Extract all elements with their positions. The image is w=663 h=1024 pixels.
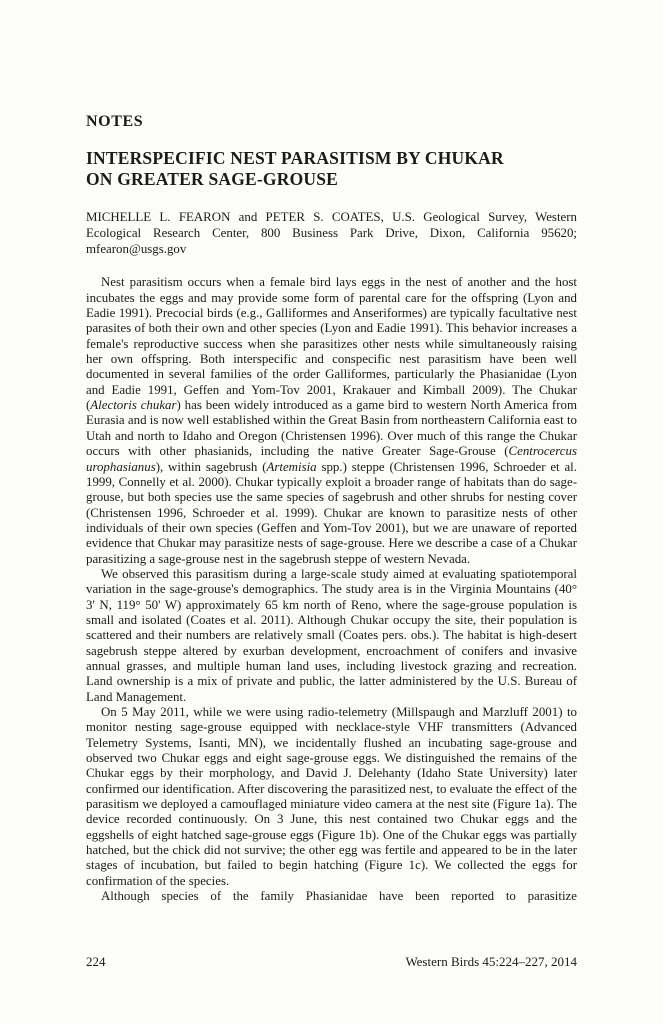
section-label: NOTES bbox=[86, 113, 144, 130]
body-paragraph bbox=[86, 567, 577, 705]
italic-text-run: Alectoris chukar bbox=[90, 398, 177, 413]
article-title-line-1: INTERSPECIFIC NEST PARASITISM BY CHUKAR bbox=[86, 148, 504, 168]
body-paragraph bbox=[86, 705, 577, 889]
text-run: We observed this parasitism during a large-scale study aimed at evaluating spatiotemporal variation in the sage-grouse's demographics. The study area is in the Virginia Mountains (40° 3' N, 119° 50' W) approximately 65 km north of Reno, where the sage-grouse population is small and isolated (Coates et al. 2011). Although Chukar occupy the site, their population is scattered and their numbers are relatively small (Coates pers. obs.). The habitat is high-desert sagebrush steppe altered by exurban development, encroachment of conifers and invasive annual grasses, and multiple human land uses, including livestock grazing and recreation. Land ownership is a mix of private and public, the latter administered by the U.S. Bureau of Land Management. bbox=[86, 566, 577, 704]
text-run: spp.) steppe (Christensen 1996, Schroeder et al. 1999, Connelly et al. 2000). Chukar typically exploit a broader range of habitats than do sage-grouse, but both species use the same species of sagebrush and other shrubs for nesting cover (Christensen 1996, Schroeder et al. 1999). Chukar are known to parasitize nests of other individuals of their own species (Geffen and Yom-Tov 2001), but we are unaware of reported evidence that Chukar may parasitize nests of sage-grouse. Here we describe a case of a Chukar parasitizing a sage-grouse nest in the sagebrush steppe of western Nevada. bbox=[86, 459, 577, 566]
text-run: ), within sagebrush ( bbox=[155, 459, 267, 474]
article-title bbox=[86, 148, 577, 190]
text-run: On 5 May 2011, while we were using radio-telemetry (Millspaugh and Marzluff 2001) to monitor nesting sage-grouse equipped with necklace-style VHF transmitters (Advanced Telemetry Systems, Isanti, MN), we incidentally flushed an incubating sage-grouse and observed two Chukar eggs and eight sage-grouse eggs. We distinguished the remains of the Chukar eggs by their morphology, and David J. Delehanty (Idaho State University) later confirmed our identification. After discovering the parasitized nest, to evaluate the effect of the parasitism we deployed a camouflaged miniature video camera at the nest site (Figure 1a). The device recorded continuously. On 3 June, this nest contained two Chukar eggs and the eggshells of eight hatched sage-grouse eggs (Figure 1b). One of the Chukar eggs was partially hatched, but the chick did not survive; the other egg was fertile and appeared to be in the later stages of incubation, but failed to begin hatching (Figure 1c). We collected the eggs for confirmation of the species. bbox=[86, 705, 577, 888]
italic-text-run: Centrocercus urophasianus bbox=[86, 444, 577, 474]
text-run: Although species of the family Phasianidae have been reported to parasitize bbox=[101, 889, 577, 904]
page-number: 224 bbox=[86, 954, 106, 969]
text-run: Nest parasitism occurs when a female bird lays eggs in the nest of another and the host incubates the eggs and may provide some form of parental care for the offspring (Lyon and Eadie 1991). Precocial birds (e.g., Galliformes and Anseriformes) are typically facultative nest parasites of both their own and other species (Lyon and Eadie 1991). This behavior increases a female's reproductive success when she parasitizes other nests while simultaneously raising her own offspring. Both interspecific and conspecific nest parasitism have been well documented in several families of the order Galliformes, particularly the Phasianidae (Lyon and Eadie 1991, Geffen and Yom-Tov 2001, Krakauer and Kimball 2009). The Chukar ( bbox=[86, 275, 577, 413]
article-body bbox=[86, 275, 577, 904]
body-paragraph bbox=[86, 889, 577, 904]
article-title-line-2: ON GREATER SAGE-GROUSE bbox=[86, 169, 339, 189]
author-byline: MICHELLE L. FEARON and PETER S. COATES, U.S. Geological Survey, Western Ecological Research Center, 800 Business Park Drive, Dixon, California 95620; mfearon@usgs.gov bbox=[86, 210, 577, 256]
page-footer bbox=[86, 954, 577, 970]
body-paragraph bbox=[86, 275, 577, 567]
journal-citation: Western Birds 45:224–227, 2014 bbox=[405, 954, 577, 969]
text-run: ) has been widely introduced as a game bird to western North America from Eurasia and is now well established within the Great Basin from northeastern California east to Utah and north to Idaho and Oregon (Christensen 1996). Over much of this range the Chukar occurs with other phasianids, including the native Greater Sage-Grouse ( bbox=[86, 398, 577, 459]
italic-text-run: Artemisia bbox=[266, 459, 317, 474]
